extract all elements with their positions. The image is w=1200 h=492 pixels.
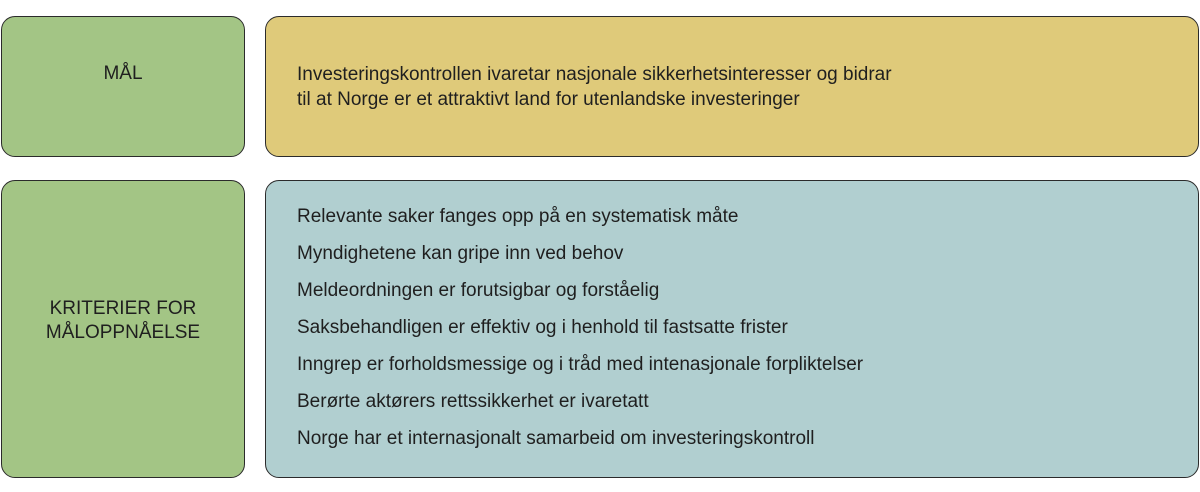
criteria-item: Saksbehandligen er effektiv og i henhold til fastsatte frister: [297, 317, 788, 338]
criteria-content-box: [265, 180, 1199, 478]
criteria-item: Relevante saker fanges opp på en systematisk måte: [297, 206, 739, 227]
criteria-label-line-1: KRITERIER FOR: [49, 298, 197, 320]
goal-label: MÅL: [103, 62, 143, 84]
criteria-list: [297, 205, 1198, 464]
goal-text-line-2: til at Norge er et attraktivt land for utenlandske investeringer: [297, 89, 800, 110]
criteria-label-box: [1, 180, 245, 478]
criteria-item: Berørte aktørers rettssikkerhet er ivaretatt: [297, 391, 649, 412]
criteria-label: [46, 297, 200, 345]
goal-text-line-1: Investeringskontrollen ivaretar nasjonale sikkerhetsinteresser og bidrar: [297, 64, 892, 85]
criteria-label-line-2: MÅLOPPNÅELSE: [45, 322, 201, 343]
goal-content-box: [265, 16, 1199, 157]
criteria-item: Meldeordningen er forutsigbar og forståelig: [297, 280, 660, 301]
criteria-item: Myndighetene kan gripe inn ved behov: [297, 243, 624, 264]
goal-label-box: [1, 16, 245, 157]
criteria-item: Inngrep er forholdsmessige og i tråd med intenasjonale forpliktelser: [297, 354, 864, 375]
criteria-item: Norge har et internasjonalt samarbeid om investeringskontroll: [297, 428, 815, 449]
